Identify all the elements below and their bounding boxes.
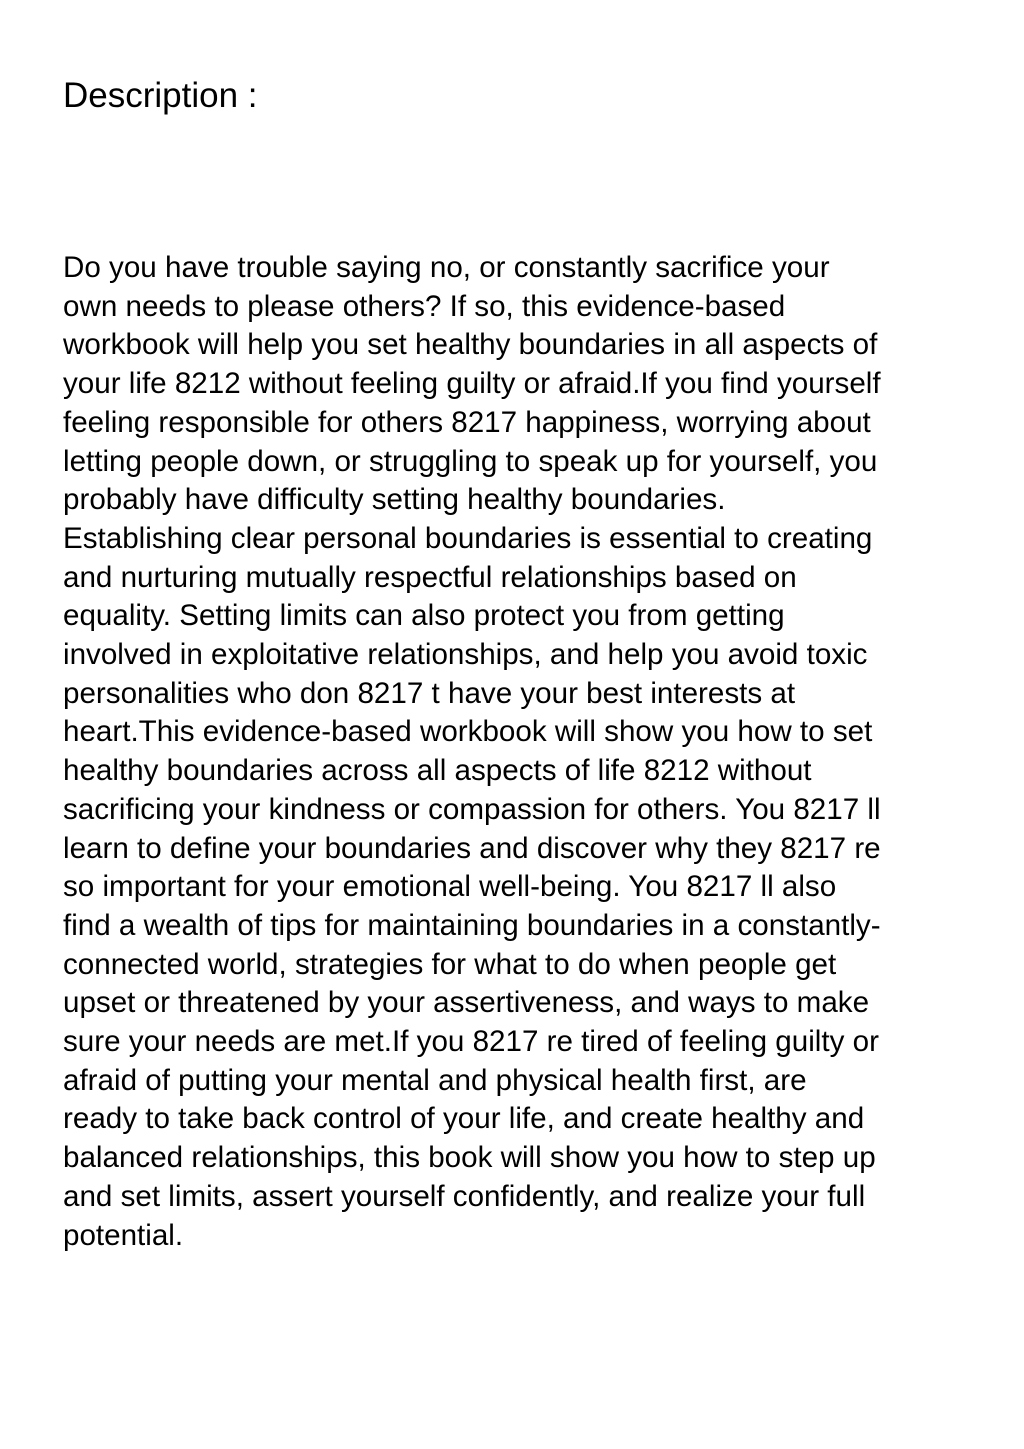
body-line: Do you have trouble saying no, or constantly sacrifice your bbox=[63, 251, 830, 284]
body-line: afraid of putting your mental and physical health first, are bbox=[63, 1063, 807, 1097]
body-line: letting people down, or struggling to speak up for yourself, you bbox=[63, 444, 878, 478]
body-line: so important for your emotional well-being. You 8217 ll also bbox=[63, 870, 837, 904]
body-line: own needs to please others? If so, this evidence-based bbox=[63, 289, 786, 323]
body-line: find a wealth of tips for maintaining boundaries in a constantly- bbox=[63, 908, 881, 942]
body-line: ready to take back control of your life, and create healthy and bbox=[63, 1102, 865, 1136]
body-line: connected world, strategies for what to do when people get bbox=[63, 947, 837, 981]
description-heading: Description : bbox=[63, 76, 258, 115]
body-line: and nurturing mutually respectful relationships based on bbox=[63, 560, 797, 594]
body-line: involved in exploitative relationships, and help you avoid toxic bbox=[63, 638, 868, 672]
body-line: probably have difficulty setting healthy boundaries. bbox=[63, 483, 726, 517]
body-line: potential. bbox=[63, 1218, 184, 1252]
body-line: healthy boundaries across all aspects of life 8212 without bbox=[63, 754, 812, 788]
body-line: heart.This evidence-based workbook will show you how to set bbox=[63, 715, 873, 749]
body-line: workbook will help you set healthy boundaries in all aspects of bbox=[63, 328, 878, 362]
body-line: Establishing clear personal boundaries is essential to creating bbox=[63, 521, 873, 555]
body-line: learn to define your boundaries and discover why they 8217 re bbox=[63, 831, 881, 865]
body-line: upset or threatened by your assertiveness, and ways to make bbox=[63, 986, 870, 1020]
body-line: and set limits, assert yourself confidently, and realize your full bbox=[63, 1179, 866, 1213]
body-line: sure your needs are met.If you 8217 re tired of feeling guilty or bbox=[63, 1025, 879, 1059]
body-line: balanced relationships, this book will show you how to step up bbox=[63, 1141, 876, 1175]
body-line: feeling responsible for others 8217 happiness, worrying about bbox=[63, 405, 871, 439]
body-line: your life 8212 without feeling guilty or afraid.If you find yourself bbox=[63, 367, 881, 401]
body-line: sacrificing your kindness or compassion for others. You 8217 ll bbox=[63, 792, 881, 826]
description-body bbox=[63, 249, 983, 1255]
body-line: personalities who don 8217 t have your best interests at bbox=[63, 676, 796, 710]
body-line: equality. Setting limits can also protect you from getting bbox=[63, 599, 785, 633]
